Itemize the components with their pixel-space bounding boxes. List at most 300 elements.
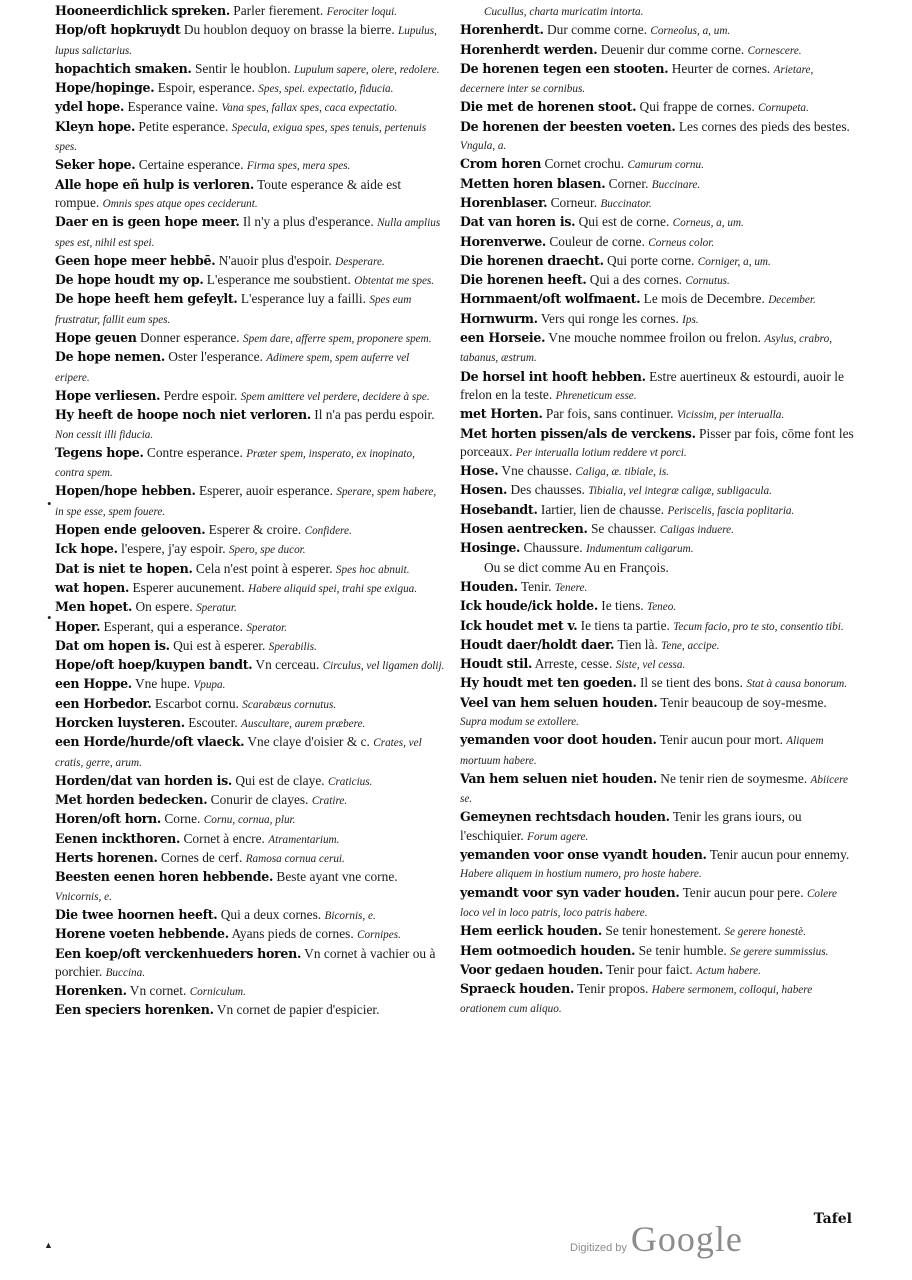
headword: Hopen ende gelooven. [55,522,206,538]
french-gloss: Iartier, lien de chausse. [540,501,665,517]
french-gloss: Qui est à esperer. [173,637,266,653]
headword: Horenblaser. [460,194,548,210]
french-gloss: Qui a deux cornes. [220,906,322,922]
dictionary-entry [55,695,445,714]
headword: Voor gedaen houden. [460,961,604,977]
headword: Dat van horen is. [460,214,576,230]
dictionary-entry [55,387,445,406]
dictionary-entry [460,462,855,481]
dictionary-entry [55,271,445,290]
headword: Herts horenen. [55,850,158,866]
headword: Spraeck houden. [460,981,575,997]
dictionary-entry [460,539,855,558]
french-gloss: Tenir les grans iours, ou l'eschiquier. [460,809,802,843]
latin-gloss: Corniger, a, um. [697,255,771,268]
french-gloss: Parler fierement. [233,3,324,18]
headword: Hope verliesen. [55,387,161,403]
headword: Seker hope. [55,157,136,173]
dictionary-entry [55,772,445,791]
headword: met Horten. [460,406,543,422]
headword: een Horseie. [460,330,546,346]
french-gloss: Sentir le houblon. [194,60,291,76]
latin-gloss: Ips. [682,313,699,326]
headword: Hose. [460,463,499,479]
french-gloss: Vn cornet de papier d'espicier. [216,1002,380,1018]
latin-gloss: Spes eum frustratur, fallit eum spes. [55,294,412,326]
dictionary-entry [460,213,855,232]
latin-gloss: Cucullus, charta muricatim intorta. [484,6,644,18]
headword: hopachtich smaken. [55,60,192,76]
headword: Hosen. [460,482,508,498]
latin-gloss: Ramosa cornua cerui. [245,853,345,866]
headword: yemandt voor syn vader houden. [460,884,680,900]
french-gloss: Corneur. [550,194,598,210]
dictionary-entry [55,830,445,849]
latin-gloss: December. [768,294,816,307]
headword: Hope/oft hoep/kuypen bandt. [55,657,253,673]
headword: Metten horen blasen. [460,175,606,191]
headword: Een speciers horenken. [55,1002,214,1018]
dictionary-entry [460,942,855,961]
dictionary-entry [55,906,445,925]
french-gloss: Le mois de Decembre. [643,291,765,307]
dictionary-entry [55,79,445,98]
dictionary-entry [460,731,855,770]
latin-gloss: Circulus, vel ligamen dolij. [322,660,445,673]
latin-gloss: Auscultare, aurem præbere. [241,717,366,730]
french-gloss: Vne hupe. [134,676,191,692]
dictionary-entry [55,60,445,79]
latin-gloss: Siste, vel cessa. [615,659,686,672]
latin-gloss: Firma spes, mera spes. [246,160,351,173]
headword: Horene voeten hebbende. [55,926,229,942]
headword: Dat is niet te hopen. [55,560,193,576]
dictionary-entry [55,156,445,175]
latin-gloss: Cornu, cornua, plur. [203,814,296,827]
dictionary-entry [460,21,855,40]
headword: Die met de horenen stoot. [460,99,637,115]
right-column [460,2,855,1019]
corner-mark: ▲ [44,1240,53,1250]
dictionary-entry [460,368,855,406]
latin-gloss: Caliga, æ. tibiale, is. [575,466,669,479]
dictionary-entry [460,425,855,463]
latin-gloss: Cornutus. [685,275,730,288]
dictionary-entry [460,194,855,213]
dictionary-entry [55,598,445,617]
french-gloss: Vne mouche nommee froilon ou frelon. [548,330,761,346]
dictionary-entry [55,540,445,559]
french-gloss: Tenir aucun pour pere. [682,884,804,900]
latin-gloss: Habere sermonem, colloqui, habere orationem cum aliquo. [460,984,813,1016]
latin-gloss: Per interualla lotium reddere vt porci. [515,446,687,459]
dictionary-entry [460,481,855,500]
dictionary-entry [460,694,855,732]
headword: De hope heeft hem gefeylt. [55,291,238,307]
headword: Hornmaent/oft wolfmaent. [460,291,641,307]
latin-gloss: Atramentarium. [268,833,340,846]
headword: Hopen/hope hebben. [55,483,196,499]
latin-gloss: Teneo. [647,601,677,614]
latin-gloss: Cratire. [311,795,348,808]
latin-gloss: Habere aliquem in hostium numero, pro hoste habere. [460,868,702,881]
french-gloss: Cornet à encre. [183,830,265,846]
french-gloss: Vn cornet. [129,983,187,999]
dictionary-entry [55,791,445,810]
margin-mark: • [47,496,52,511]
latin-gloss: Forum agere. [527,830,589,843]
latin-gloss: Buccina. [105,966,146,979]
french-gloss: Beste ayant vne corne. [276,869,398,885]
dictionary-entry [460,290,855,309]
latin-gloss: Se gerere honestè. [724,926,806,939]
dictionary-entry [55,21,445,60]
dictionary-entry [460,980,855,1019]
latin-gloss: Tenere. [554,581,588,594]
dictionary-entry [460,636,855,655]
french-gloss: Tenir pour faict. [606,961,693,977]
french-gloss: Petite esperance. [138,118,229,134]
latin-gloss: Lupulum sapere, olere, redolere. [293,63,440,76]
latin-gloss: Scarabæus cornutus. [242,698,337,711]
french-gloss: Vne claye d'oisier & c. [247,734,370,750]
french-gloss: Tenir propos. [577,981,649,997]
french-gloss: Qui frappe de cornes. [639,99,755,115]
digitized-watermark [570,1218,743,1260]
french-gloss: L'esperance luy a failli. [240,291,366,307]
dictionary-entry [460,98,855,117]
dictionary-entry [55,925,445,944]
french-gloss: Estre auertineux & estourdi, auoir le frelon en la teste. [460,368,844,402]
dictionary-entry [460,155,855,174]
headword: De horenen der beesten voeten. [460,118,676,134]
headword: Die twee hoornen heeft. [55,906,218,922]
latin-gloss: Tecum facio, pro te sto, consentio tibi. [673,620,844,633]
headword: Horenken. [55,983,127,999]
dictionary-entry [55,849,445,868]
french-gloss: L'esperance me soubstient. [206,272,351,288]
headword: Men hopet. [55,599,133,615]
french-gloss: Conurir de clayes. [210,792,309,808]
latin-gloss: Vana spes, fallax spes, caca expectatio. [221,102,398,115]
dictionary-entry [55,98,445,117]
latin-gloss: Spem dare, afferre spem, proponere spem. [243,333,432,346]
latin-gloss: Vnicornis, e. [55,890,112,903]
french-gloss: Cela n'est point à esperer. [195,560,333,576]
headword: wat hopen. [55,579,130,595]
latin-gloss: Lupulus, lupus salictarius. [55,25,437,57]
latin-gloss: Phreneticum esse. [555,389,637,402]
french-gloss: Esperer & croire. [208,522,302,538]
french-gloss: Se tenir honestement. [605,923,722,939]
dictionary-entry [55,2,445,21]
headword: Hem ootmoedich houden. [460,942,636,958]
headword: Horcken luysteren. [55,714,185,730]
french-gloss: Vn cornet à vachier ou à porchier. [55,945,436,979]
dictionary-entry [460,41,855,60]
headword: Hem eerlick houden. [460,923,603,939]
dictionary-entry [460,501,855,520]
french-gloss: Deuenir dur comme corne. [600,41,745,57]
headword: een Hoppe. [55,676,132,692]
french-gloss: Du houblon dequoy on brasse la bierre. [183,22,395,38]
headword: Alle hope eñ hulp is verloren. [55,176,254,192]
headword: Horden/dat van horden is. [55,772,233,788]
dictionary-entry [460,559,855,578]
latin-gloss: Tibialia, vel integræ caligæ, subligacula. [588,485,772,498]
dictionary-entry [460,884,855,923]
dictionary-entry [55,560,445,579]
french-gloss: Pisser par fois, cōme font les porceaux. [460,425,854,459]
dictionary-entry [460,674,855,693]
headword: Kleyn hope. [55,118,136,134]
dictionary-entry [460,405,855,424]
latin-gloss: Actum habere. [696,964,761,977]
latin-gloss: Abiicere se. [460,773,849,806]
catchword: Tafel [813,1211,852,1227]
dictionary-entry [55,406,445,444]
french-gloss: Ie tiens ta partie. [580,617,670,633]
french-gloss: Ayans pieds de cornes. [231,926,354,942]
latin-gloss: Sperabilis. [268,640,317,653]
french-gloss: Vn cerceau. [255,657,320,673]
french-gloss: Esperer aucunement. [132,579,245,595]
headword: Ick houdet met v. [460,617,578,633]
latin-gloss: Nulla amplius spes est, nihil est spei. [55,217,441,249]
headword: Die horenen draecht. [460,252,604,268]
headword: Met horden bedecken. [55,792,208,808]
french-gloss: Esperer, auoir esperance. [198,483,333,499]
headword: De horenen tegen een stooten. [460,60,669,76]
french-gloss: Esperance vaine. [127,99,219,115]
french-gloss: Ou se dict comme Au en François. [484,559,669,575]
latin-gloss: Non cessit illi fiducia. [55,428,154,441]
latin-gloss: Corneolus, a, um. [650,25,731,38]
dictionary-entry [55,521,445,540]
latin-gloss: Indumentum caligarum. [586,543,694,556]
french-gloss: Contre esperance. [146,444,243,460]
dictionary-entry [460,329,855,368]
headword: De hope nemen. [55,349,165,365]
french-gloss: Esperant, qui a esperance. [103,618,243,634]
latin-gloss: Camurum cornu. [627,159,704,172]
latin-gloss: Sperare, spem habere, in spe esse, spem fouere. [55,486,437,518]
headword: Horenverwe. [460,233,547,249]
dictionary-entry [55,1001,445,1020]
french-gloss: Corne. [164,811,201,827]
dictionary-entry [55,733,445,772]
headword: Crom horen [460,156,542,172]
dictionary-entry [460,60,855,99]
latin-gloss: Colere loco vel in loco patris, loco patris habere. [460,887,837,919]
dictionary-entry [55,675,445,694]
dictionary-entry [55,118,445,157]
latin-gloss: Præter spem, insperato, ex inopinato, contra spem. [55,447,415,480]
french-gloss: Heurter de cornes. [671,60,771,76]
dictionary-entry [460,233,855,252]
dictionary-entry [55,579,445,598]
french-gloss: Escarbot cornu. [154,695,239,711]
latin-gloss: Specula, exigua spes, spes tenuis, pertenuis spes. [55,121,427,154]
dictionary-entry [460,655,855,674]
headword: Hop/oft hopkruydt [55,22,181,38]
latin-gloss: Vpupa. [193,679,226,692]
latin-gloss: Corniculum. [189,986,246,999]
french-gloss: Tenir beaucoup de soy-mesme. [660,694,827,710]
latin-gloss: Supra modum se extollere. [460,715,579,728]
headword: Hornwurm. [460,310,538,326]
headword: een Horbedor. [55,695,152,711]
french-gloss: Il n'y a plus d'esperance. [242,214,374,230]
french-gloss: Couleur de corne. [549,233,645,249]
latin-gloss: Sperator. [246,621,288,634]
left-column [55,2,445,1021]
dictionary-entry [55,329,445,348]
dictionary-entry [55,176,445,214]
dictionary-entry [460,578,855,597]
latin-gloss: Bicornis, e. [324,909,376,922]
french-gloss: Corner. [608,175,649,191]
french-gloss: Toute esperance & aide est rompue. [55,176,402,210]
dictionary-entry [55,444,445,483]
dictionary-entry [460,520,855,539]
headword: Hope geuen [55,330,137,346]
latin-gloss: Omnis spes atque opes ceciderunt. [102,197,258,210]
latin-gloss: Vicissim, per interualla. [676,409,785,422]
latin-gloss: Periscelis, fascia poplitaria. [667,504,795,517]
dictionary-entry [55,482,445,521]
french-gloss: Vne chausse. [501,463,573,479]
headword: Dat om hopen is. [55,637,170,653]
french-gloss: Espoir, esperance. [157,80,255,96]
latin-gloss: Caligas induere. [659,524,734,537]
latin-gloss: Vngula, a. [460,140,507,153]
french-gloss: Escouter. [188,714,238,730]
dictionary-entry [55,656,445,675]
dictionary-entry [55,982,445,1001]
dictionary-entry [55,810,445,829]
headword: Houdt daer/holdt daer. [460,636,615,652]
latin-gloss: Se gerere summissius. [730,945,829,958]
dictionary-entry [460,922,855,941]
latin-gloss: Arietare, decernere inter se cornibus. [460,63,814,96]
french-gloss: Qui a des cornes. [589,272,682,288]
french-gloss: Il se tient des bons. [639,675,743,691]
headword: Eenen inckthoren. [55,830,181,846]
latin-gloss: Aliquem mortuum habere. [460,735,824,767]
french-gloss: Ie tiens. [601,598,644,614]
french-gloss: Par fois, sans continuer. [545,406,674,422]
dictionary-entry [460,808,855,846]
headword: ydel hope. [55,99,125,115]
headword: Hosen aentrecken. [460,521,588,537]
dictionary-entry [55,290,445,329]
french-gloss: Dur comme corne. [546,22,648,38]
headword: Ick houde/ick holde. [460,598,598,614]
headword: De horsel int hooft hebben. [460,368,646,384]
headword: Van hem seluen niet houden. [460,770,657,786]
headword: Geen hope meer hebbē. [55,252,216,268]
dictionary-entry [460,846,855,884]
french-gloss: Qui est de claye. [235,772,325,788]
google-logo: Google [630,1219,743,1259]
latin-gloss: Corneus color. [648,236,715,249]
dictionary-entry [55,213,445,252]
french-gloss: Les cornes des pieds des bestes. [678,118,850,134]
headword: Gemeynen rechtsdach houden. [460,809,670,825]
headword: Hope/hopinge. [55,80,155,96]
french-gloss: l'espere, j'ay espoir. [121,541,226,557]
french-gloss: Tien là. [617,636,658,652]
headword: Tegens hope. [55,444,144,460]
latin-gloss: Obtentat me spes. [354,275,435,288]
latin-gloss: Cornescere. [747,44,802,57]
latin-gloss: Habere aliquid spei, trahi spe exigua. [248,582,418,595]
headword: Veel van hem seluen houden. [460,694,658,710]
latin-gloss: Confidere. [304,525,352,538]
headword: een Horde/hurde/oft vlaeck. [55,734,245,750]
dictionary-entry [55,348,445,387]
headword: yemanden voor doot houden. [460,732,657,748]
french-gloss: Arreste, cesse. [534,656,613,672]
headword: Beesten eenen horen hebbende. [55,869,274,885]
dictionary-entry [55,637,445,656]
headword: Horenherdt werden. [460,41,598,57]
headword: Hy heeft de hoope noch niet verloren. [55,407,311,423]
latin-gloss: Crates, vel cratis, gerre, arum. [55,737,422,769]
french-gloss: Vers qui ronge les cornes. [540,310,679,326]
headword: Hy houdt met ten goeden. [460,675,637,691]
french-gloss: Tenir. [520,578,552,594]
headword: Hosinge. [460,540,521,556]
latin-gloss: Spero, spe ducor. [228,544,306,557]
latin-gloss: Spem amittere vel perdere, decidere à spe. [240,390,430,403]
dictionary-entry [460,2,855,21]
dictionary-entry [460,961,855,980]
headword: Die horenen heeft. [460,272,587,288]
dictionary-entry [460,252,855,271]
french-gloss: Il n'a pas perdu espoir. [314,407,435,423]
latin-gloss: Corneus, a, um. [672,217,744,230]
latin-gloss: Cornipes. [357,929,401,942]
dictionary-entry [55,714,445,733]
latin-gloss: Adimere spem, spem auferre vel eripere. [55,352,410,384]
watermark-prefix: Digitized by [570,1242,627,1254]
french-gloss: Qui est de corne. [578,214,670,230]
french-gloss: Oster l'esperance. [168,349,263,365]
dictionary-entry [460,175,855,194]
headword: yemanden voor onse vyandt houden. [460,847,707,863]
dictionary-entry [460,770,855,809]
french-gloss: Certaine esperance. [138,157,244,173]
headword: Met horten pissen/als de verckens. [460,425,696,441]
french-gloss: Tenir aucun pour mort. [659,732,783,748]
headword: Houden. [460,578,518,594]
french-gloss: Se chausser. [590,521,657,537]
headword: Horen/oft horn. [55,811,161,827]
latin-gloss: Spes hoc abnuit. [335,563,410,576]
french-gloss: Ne tenir rien de soymesme. [660,770,808,786]
margin-mark: • [47,610,52,625]
dictionary-entry [55,618,445,637]
french-gloss: Chaussure. [523,540,583,556]
latin-gloss: Stat à causa bonorum. [746,678,848,691]
headword: Horenherdt. [460,22,544,38]
dictionary-entry [55,945,445,983]
french-gloss: N'auoir plus d'espoir. [218,252,332,268]
dictionary-entry [460,597,855,616]
french-gloss: Cornes de cerf. [160,850,243,866]
